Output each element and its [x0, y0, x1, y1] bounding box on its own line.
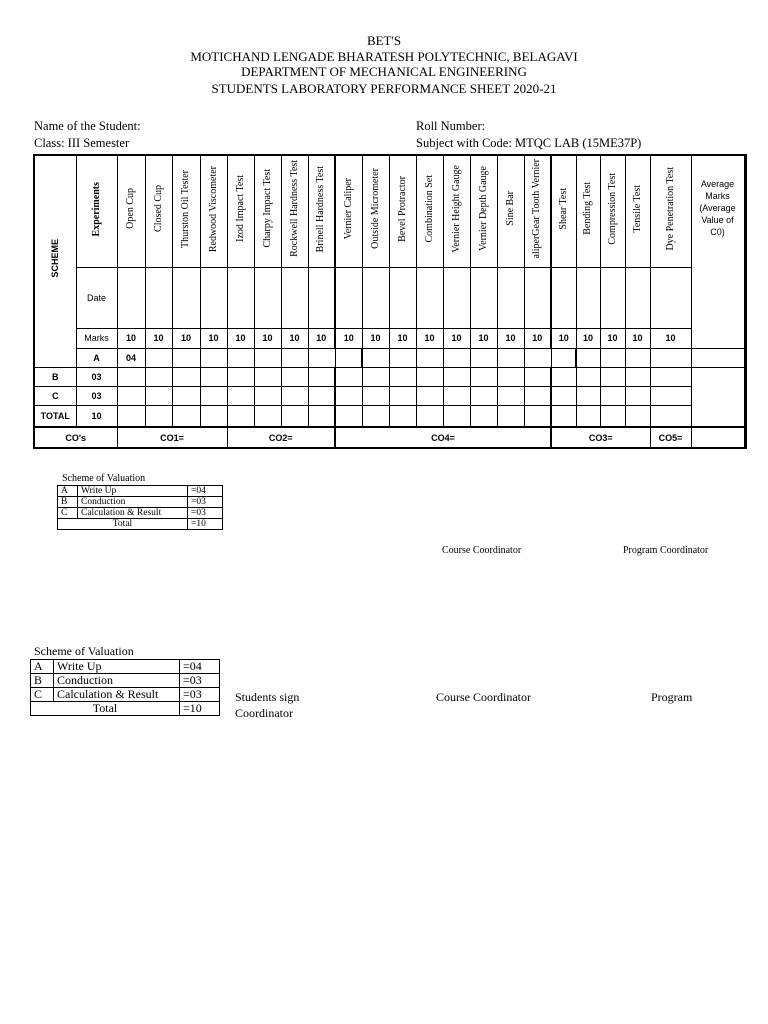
score-cell[interactable]	[200, 348, 227, 367]
score-cell[interactable]	[650, 367, 691, 386]
scheme-row	[34, 348, 746, 367]
score-cell[interactable]	[625, 405, 650, 427]
experiment-header-cell	[281, 155, 308, 267]
date-cell[interactable]	[145, 267, 172, 328]
score-cell[interactable]	[145, 348, 172, 367]
valuation-value: =04	[188, 486, 223, 497]
score-cell[interactable]	[551, 405, 576, 427]
experiment-header-cell	[551, 155, 576, 267]
marks-value: 10	[335, 328, 362, 348]
roll-number-label: Roll Number:	[416, 119, 486, 133]
date-cell[interactable]	[470, 267, 497, 328]
program-coordinator-label-1: Program Coordinator	[623, 545, 709, 556]
experiments-row	[34, 155, 746, 267]
scheme-row-label: A	[76, 348, 117, 367]
score-cell[interactable]	[524, 367, 551, 386]
score-cell[interactable]	[335, 348, 362, 367]
marks-value: 10	[497, 328, 524, 348]
course-outcomes-row	[34, 427, 746, 448]
experiment-header-cell	[308, 155, 335, 267]
average-marks-header	[691, 155, 744, 348]
date-cell[interactable]	[200, 267, 227, 328]
score-cell[interactable]	[308, 367, 335, 386]
scheme-row-label: B	[34, 367, 76, 386]
date-cell[interactable]	[227, 267, 254, 328]
performance-table	[33, 154, 747, 449]
experiment-name: Izod Impact Test	[234, 175, 246, 243]
date-label: Date	[76, 267, 117, 328]
date-cell[interactable]	[650, 267, 691, 328]
experiment-name: Charpy Impact Test	[261, 169, 273, 249]
experiment-name: Redwood Viscometer	[207, 165, 219, 252]
score-cell[interactable]	[470, 348, 497, 367]
score-cell[interactable]	[470, 386, 497, 405]
score-cell[interactable]	[625, 367, 650, 386]
valuation-key: B	[58, 497, 78, 508]
marks-value: 10	[227, 328, 254, 348]
institution-name: MOTICHAND LENGADE BHARATESH POLYTECHNIC, BELAGAVI	[190, 49, 578, 64]
score-cell[interactable]	[650, 348, 691, 367]
score-cell[interactable]	[470, 405, 497, 427]
score-cell[interactable]	[650, 405, 691, 427]
score-cell[interactable]	[551, 348, 576, 367]
score-cell[interactable]	[172, 348, 200, 367]
valuation-table-1	[57, 485, 223, 530]
score-cell[interactable]	[362, 405, 389, 427]
experiments-header-cell	[76, 155, 117, 267]
date-cell[interactable]	[172, 267, 200, 328]
valuation-row	[58, 497, 223, 508]
score-cell[interactable]	[254, 386, 281, 405]
score-cell[interactable]	[362, 386, 389, 405]
valuation-total-row	[58, 519, 223, 530]
score-cell[interactable]	[335, 405, 362, 427]
valuation-key: A	[31, 660, 54, 674]
experiment-header-cell	[335, 155, 362, 267]
marks-value: 10	[524, 328, 551, 348]
date-cell[interactable]	[551, 267, 576, 328]
co-average-cell[interactable]	[691, 427, 744, 448]
experiment-name: Outside Micrometer	[369, 168, 381, 250]
score-cell[interactable]	[524, 348, 551, 367]
scheme-row-max: 04	[117, 348, 145, 367]
score-cell[interactable]	[600, 367, 625, 386]
score-cell[interactable]	[416, 348, 443, 367]
marks-label: Marks	[76, 328, 117, 348]
experiment-name: Dye Penetration Test	[664, 166, 676, 251]
experiment-header-cell	[145, 155, 172, 267]
score-cell[interactable]	[497, 405, 524, 427]
experiment-header-cell	[650, 155, 691, 267]
score-cell[interactable]	[443, 348, 470, 367]
valuation-title-1: Scheme of Valuation	[62, 473, 146, 484]
program-label-2: Program	[651, 690, 693, 704]
marks-value: 10	[145, 328, 172, 348]
experiment-name: Shear Test	[557, 187, 569, 230]
score-cell[interactable]	[281, 405, 308, 427]
marks-row	[34, 328, 746, 348]
experiment-header-cell	[524, 155, 551, 267]
valuation-row	[58, 486, 223, 497]
marks-value: 10	[389, 328, 416, 348]
marks-value: 10	[200, 328, 227, 348]
score-cell[interactable]	[281, 386, 308, 405]
experiment-name: Closed Cup	[152, 185, 164, 233]
date-cell[interactable]	[497, 267, 524, 328]
valuation-title-2: Scheme of Valuation	[34, 644, 134, 658]
score-cell[interactable]	[600, 348, 625, 367]
marks-value: 10	[625, 328, 650, 348]
valuation-value: =03	[188, 508, 223, 519]
valuation-row	[31, 674, 220, 688]
date-cell[interactable]	[362, 267, 389, 328]
experiment-name: Brinell Hardness Test	[315, 165, 327, 252]
department-name: DEPARTMENT OF MECHANICAL ENGINEERING	[241, 64, 527, 79]
score-cell[interactable]	[172, 405, 200, 427]
valuation-item: Conduction	[54, 674, 180, 688]
experiment-name: Vernier Depth Gauge	[477, 166, 489, 252]
co3-cell: CO3=	[551, 427, 650, 448]
marks-value: 10	[172, 328, 200, 348]
valuation-key: B	[31, 674, 54, 688]
score-cell[interactable]	[145, 367, 172, 386]
valuation-key: C	[31, 688, 54, 702]
valuation-value: =03	[180, 674, 220, 688]
marks-value: 10	[254, 328, 281, 348]
score-cell[interactable]	[551, 367, 576, 386]
experiment-name: Open Cup	[125, 188, 136, 230]
class-label: Class: III Semester	[34, 136, 130, 150]
date-cell[interactable]	[254, 267, 281, 328]
score-cell[interactable]	[200, 367, 227, 386]
score-cell[interactable]	[117, 367, 145, 386]
score-cell[interactable]	[650, 386, 691, 405]
score-cell[interactable]	[497, 367, 524, 386]
valuation-value: =03	[180, 688, 220, 702]
date-cell[interactable]	[416, 267, 443, 328]
score-cell[interactable]	[308, 348, 335, 367]
score-cell[interactable]	[145, 386, 172, 405]
experiment-header-cell	[497, 155, 524, 267]
scheme-header-cell	[34, 155, 76, 367]
course-coordinator-label-1: Course Coordinator	[442, 545, 522, 556]
score-cell[interactable]	[625, 386, 650, 405]
valuation-total-label: Total	[58, 519, 188, 530]
valuation-row	[31, 688, 220, 702]
valuation-item: Write Up	[54, 660, 180, 674]
score-cell[interactable]	[524, 405, 551, 427]
valuation-item: Calculation & Result	[54, 688, 180, 702]
valuation-value: =03	[188, 497, 223, 508]
score-cell[interactable]	[600, 386, 625, 405]
valuation-item: Calculation & Result	[78, 508, 188, 519]
date-cell[interactable]	[389, 267, 416, 328]
score-cell[interactable]	[362, 348, 389, 367]
score-cell[interactable]	[117, 405, 145, 427]
experiment-name: Vernier Caliper	[342, 178, 354, 240]
date-cell[interactable]	[281, 267, 308, 328]
scheme-label: SCHEME	[50, 239, 61, 278]
score-cell[interactable]	[551, 386, 576, 405]
date-cell[interactable]	[308, 267, 335, 328]
co1-cell: CO1=	[117, 427, 227, 448]
experiment-header-cell	[362, 155, 389, 267]
date-cell[interactable]	[625, 267, 650, 328]
score-cell[interactable]	[281, 367, 308, 386]
scheme-row-max: 10	[76, 405, 117, 427]
average-value-cell[interactable]	[744, 348, 746, 427]
score-cell[interactable]	[308, 386, 335, 405]
date-cell[interactable]	[335, 267, 362, 328]
experiment-name: aliperGear Tooth Vernier	[531, 159, 543, 259]
date-row	[34, 267, 746, 328]
score-cell[interactable]	[254, 367, 281, 386]
score-cell[interactable]	[389, 405, 416, 427]
co2-cell: CO2=	[227, 427, 335, 448]
score-cell[interactable]	[335, 386, 362, 405]
marks-value: 10	[576, 328, 600, 348]
cos-label: CO's	[34, 427, 117, 448]
student-name-label: Name of the Student:	[34, 119, 141, 133]
valuation-total-row	[31, 702, 220, 716]
marks-value: 10	[281, 328, 308, 348]
valuation-total-value: =10	[180, 702, 220, 716]
experiment-header-cell	[172, 155, 200, 267]
experiment-name: Thurston Oil Tester	[180, 169, 191, 248]
sheet-title: STUDENTS LABORATORY PERFORMANCE SHEET 2020-21	[211, 81, 557, 96]
valuation-table-2	[30, 659, 220, 716]
marks-value: 10	[551, 328, 576, 348]
valuation-total-label: Total	[31, 702, 180, 716]
subject-label: Subject with Code: MTQC LAB (15ME37P)	[416, 136, 642, 150]
valuation-item: Conduction	[78, 497, 188, 508]
score-cell[interactable]	[227, 405, 254, 427]
experiment-header-cell	[600, 155, 625, 267]
score-cell[interactable]	[443, 405, 470, 427]
score-cell[interactable]	[524, 386, 551, 405]
course-coordinator-label-2: Course Coordinator	[436, 690, 531, 704]
score-cell[interactable]	[254, 405, 281, 427]
experiment-name: Bevel Protractor	[396, 175, 408, 242]
score-cell[interactable]	[625, 348, 650, 367]
marks-value: 10	[600, 328, 625, 348]
score-cell[interactable]	[416, 367, 443, 386]
score-cell[interactable]	[117, 386, 145, 405]
score-cell[interactable]	[227, 348, 254, 367]
date-cell[interactable]	[443, 267, 470, 328]
co4-cell: CO4=	[335, 427, 551, 448]
valuation-total-value: =10	[188, 519, 223, 530]
valuation-item: Write Up	[78, 486, 188, 497]
score-cell[interactable]	[443, 367, 470, 386]
score-cell[interactable]	[576, 405, 600, 427]
experiment-header-cell	[227, 155, 254, 267]
experiment-name: Rockwell Hardness Test	[288, 160, 300, 258]
marks-value: 10	[416, 328, 443, 348]
experiment-name: Bending Test	[582, 182, 593, 236]
date-cell[interactable]	[117, 267, 145, 328]
experiment-header-cell	[200, 155, 227, 267]
score-cell[interactable]	[200, 405, 227, 427]
score-cell[interactable]	[416, 405, 443, 427]
experiment-header-cell	[416, 155, 443, 267]
marks-value: 10	[308, 328, 335, 348]
score-cell[interactable]	[691, 348, 744, 367]
score-cell[interactable]	[335, 367, 362, 386]
experiment-name: Sine Bar	[504, 191, 516, 227]
scheme-row-label: TOTAL	[34, 405, 76, 427]
co5-cell: CO5=	[650, 427, 691, 448]
experiment-header-cell	[576, 155, 600, 267]
marks-value: 10	[117, 328, 145, 348]
valuation-row	[31, 660, 220, 674]
score-cell[interactable]	[172, 367, 200, 386]
experiment-name: Compression Test	[606, 172, 618, 245]
score-cell[interactable]	[362, 367, 389, 386]
marks-value: 10	[470, 328, 497, 348]
marks-value: 10	[650, 328, 691, 348]
score-cell[interactable]	[227, 386, 254, 405]
score-cell[interactable]	[497, 348, 524, 367]
score-cell[interactable]	[576, 348, 600, 367]
score-cell[interactable]	[389, 386, 416, 405]
score-cell[interactable]	[172, 386, 200, 405]
experiment-name: Combination Set	[423, 175, 435, 243]
average-marks-label: Average Marks (Average Value of C0)	[699, 179, 736, 237]
score-cell[interactable]	[200, 386, 227, 405]
date-cell[interactable]	[524, 267, 551, 328]
experiment-header-cell	[254, 155, 281, 267]
experiments-label: Experiments	[90, 181, 102, 236]
scheme-row-max: 03	[76, 386, 117, 405]
valuation-row	[58, 508, 223, 519]
marks-value: 10	[443, 328, 470, 348]
scheme-row	[34, 405, 746, 427]
coordinator-label-2: Coordinator	[235, 706, 293, 720]
score-cell[interactable]	[576, 386, 600, 405]
score-cell[interactable]	[254, 348, 281, 367]
valuation-value: =04	[180, 660, 220, 674]
marks-value: 10	[362, 328, 389, 348]
score-cell[interactable]	[443, 386, 470, 405]
experiment-name: Tensile Test	[631, 184, 643, 233]
score-cell[interactable]	[389, 367, 416, 386]
score-cell[interactable]	[227, 367, 254, 386]
score-cell[interactable]	[308, 405, 335, 427]
institution-prefix: BET'S	[366, 33, 402, 48]
valuation-key: C	[58, 508, 78, 519]
score-cell[interactable]	[416, 386, 443, 405]
experiment-header-cell	[470, 155, 497, 267]
scheme-row	[34, 367, 746, 386]
score-cell[interactable]	[576, 367, 600, 386]
experiment-header-cell	[389, 155, 416, 267]
scheme-row-max: 03	[76, 367, 117, 386]
scheme-row-label: C	[34, 386, 76, 405]
valuation-key: A	[58, 486, 78, 497]
score-cell[interactable]	[281, 348, 308, 367]
date-cell[interactable]	[600, 267, 625, 328]
date-cell[interactable]	[576, 267, 600, 328]
score-cell[interactable]	[497, 386, 524, 405]
experiment-header-cell	[443, 155, 470, 267]
experiment-header-cell	[117, 155, 145, 267]
scheme-row	[34, 386, 746, 405]
score-cell[interactable]	[145, 405, 172, 427]
students-sign-label: Students sign	[235, 690, 300, 704]
experiment-header-cell	[625, 155, 650, 267]
score-cell[interactable]	[470, 367, 497, 386]
score-cell[interactable]	[600, 405, 625, 427]
score-cell[interactable]	[389, 348, 416, 367]
experiment-name: Vernier Height Gauge	[450, 164, 462, 253]
